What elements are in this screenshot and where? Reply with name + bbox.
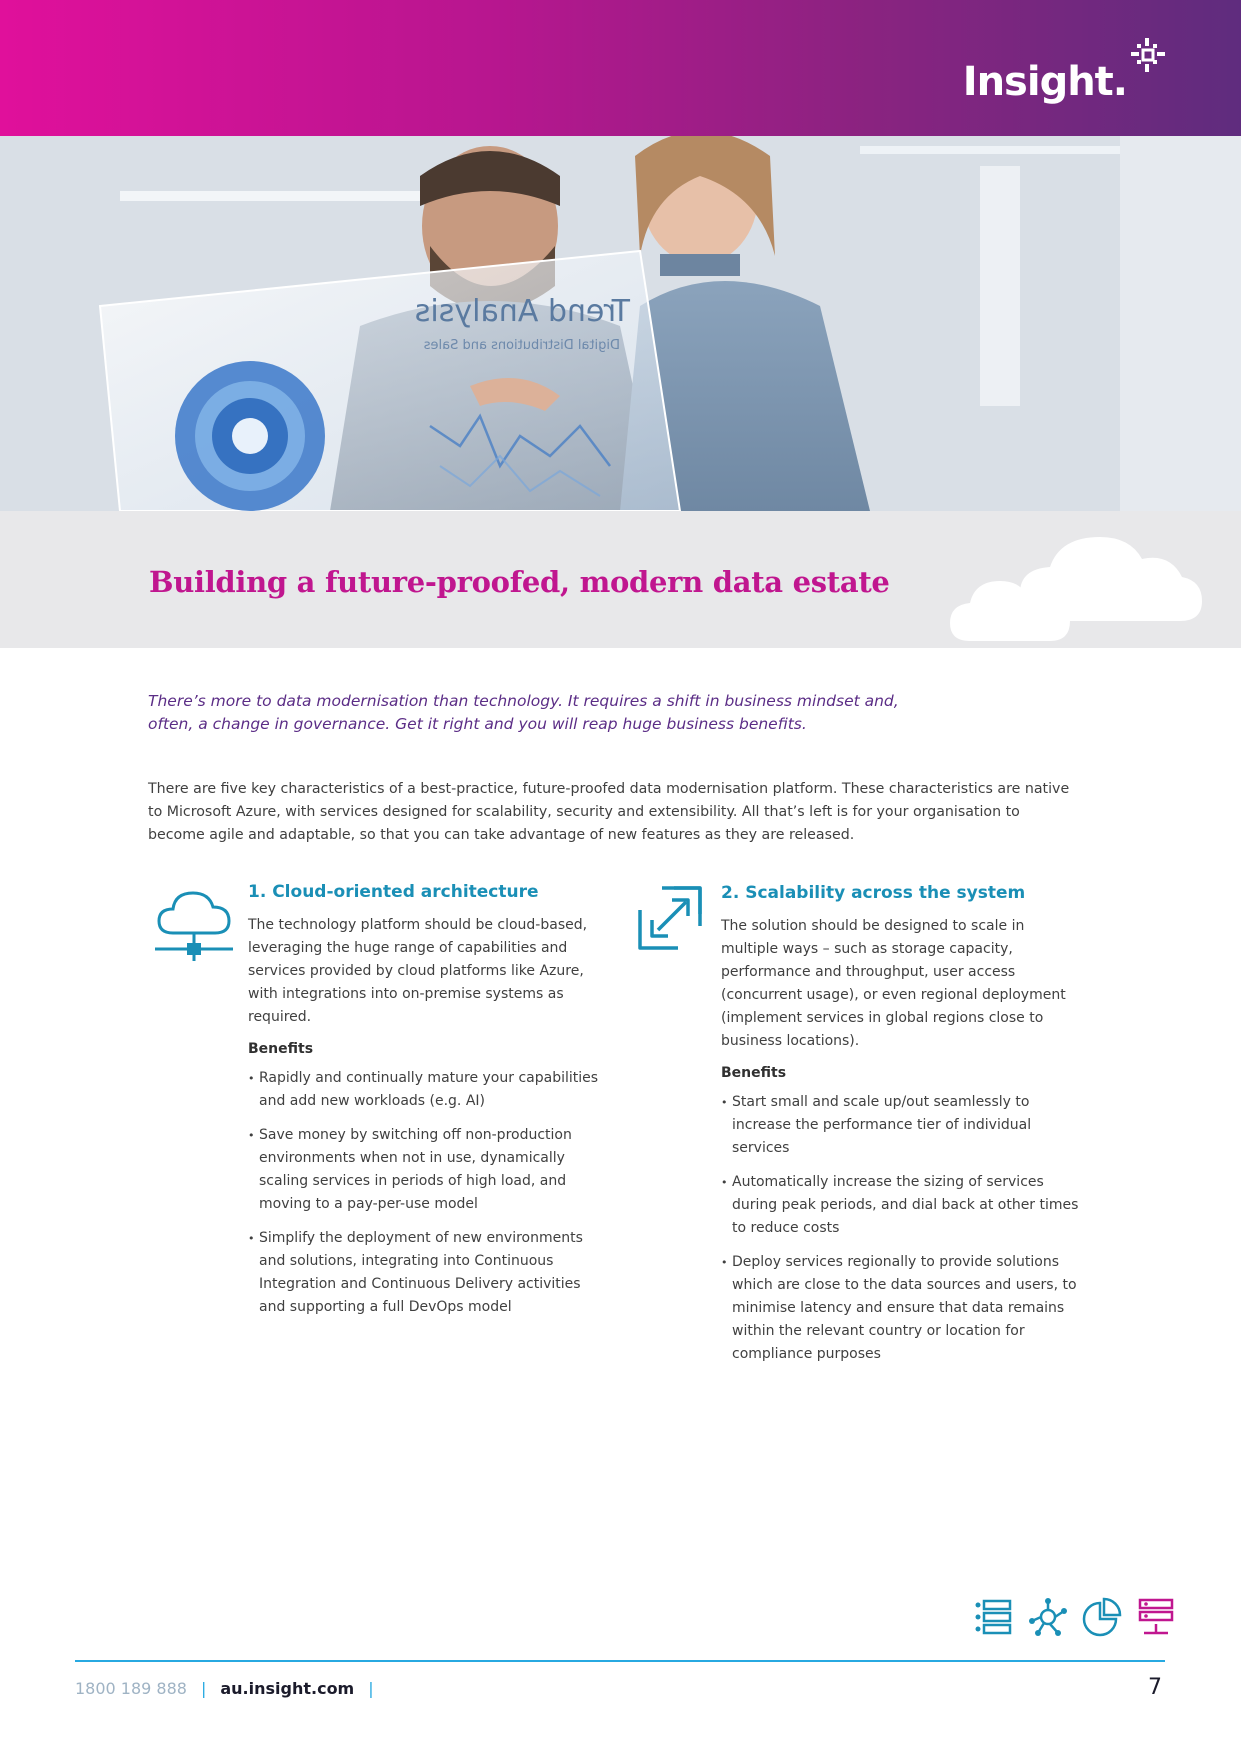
hero-image: [0, 136, 1241, 511]
section-2-heading: 2. Scalability across the system: [721, 883, 1026, 903]
list-item: • Rapidly and continually mature your capabilities and add new workloads (e.g. AI): [248, 1067, 608, 1113]
section-scalability: [721, 883, 1081, 1377]
section-2-benefits-list: [721, 1091, 1081, 1366]
footer-website-link[interactable]: au.insight.com: [220, 1679, 355, 1698]
page-number: 7: [1148, 1675, 1162, 1700]
bottom-icon-row: [974, 1597, 1176, 1637]
list-blocks-icon: [974, 1597, 1014, 1637]
page-title: Building a future-proofed, modern data estate: [149, 565, 890, 599]
body-paragraph: There are five key characteristics of a best-practice, future-proofed data modernisation platform. These characteristics are native to Microsoft Azure, with services designed for scalability, security and extensibility. All that’s left is for your organisation to become agile and adaptable, so that you can take advantage of new features as they are released.: [148, 781, 1070, 843]
list-item: • Save money by switching off non-production environments when not in use, dynamically scaling services in periods of high load, and moving to a pay-per-use model: [248, 1124, 608, 1216]
hero-illustration: [0, 136, 1241, 511]
cloud-network-icon: [153, 885, 235, 965]
pie-chart-icon: [1082, 1597, 1122, 1637]
logo-wordmark: Insight.: [962, 59, 1127, 105]
footer-divider: [75, 1660, 1165, 1662]
list-item: • Start small and scale up/out seamlessly to increase the performance tier of individual services: [721, 1091, 1081, 1160]
intro-paragraph: There’s more to data modernisation than technology. It requires a shift in business mindset and, often, a change in governance. Get it right and you will reap huge business benefits.: [148, 692, 899, 733]
footer-phone: 1800 189 888: [75, 1679, 187, 1698]
section-1-benefits-list: [248, 1067, 608, 1319]
server-stack-icon: [1136, 1597, 1176, 1637]
hero-screen-title: Trend Analysis: [414, 294, 630, 329]
expand-arrows-icon: [636, 884, 704, 952]
section-1-benefits-label: Benefits: [248, 1041, 314, 1057]
section-1-text: The technology platform should be cloud-based, leveraging the huge range of capabilities and services provided by cloud platforms like Azure, with integrations into on-premise systems as required.: [248, 917, 588, 1025]
section-2-text: The solution should be designed to scale in multiple ways – such as storage capacity, performance and throughput, user access (concurrent usage), or even regional deployment (implement services in global regions close to business locations).: [721, 918, 1066, 1049]
section-1-heading: 1. Cloud-oriented architecture: [248, 882, 539, 902]
footer-separator: |: [200, 1679, 207, 1698]
list-item: • Simplify the deployment of new environments and solutions, integrating into Continuous Integration and Continuous Delivery activities and supporting a full DevOps model: [248, 1227, 608, 1319]
header-band: [0, 0, 1241, 136]
list-item: • Automatically increase the sizing of services during peak periods, and dial back at other times to reduce costs: [721, 1171, 1081, 1240]
list-item: • Deploy services regionally to provide solutions which are close to the data sources and users, to minimise latency and ensure that data remains within the relevant country or location for compliance purposes: [721, 1251, 1081, 1366]
logo-mark-icon: [1131, 38, 1165, 72]
network-nodes-icon: [1028, 1597, 1068, 1637]
footer-separator: |: [368, 1679, 374, 1698]
insight-logo: [963, 54, 1165, 110]
section-2-benefits-label: Benefits: [721, 1065, 787, 1081]
hero-screen-subtitle: Digital Distributions and Sales: [423, 338, 620, 353]
footer: [75, 1679, 388, 1698]
section-cloud-architecture: [248, 882, 608, 1330]
